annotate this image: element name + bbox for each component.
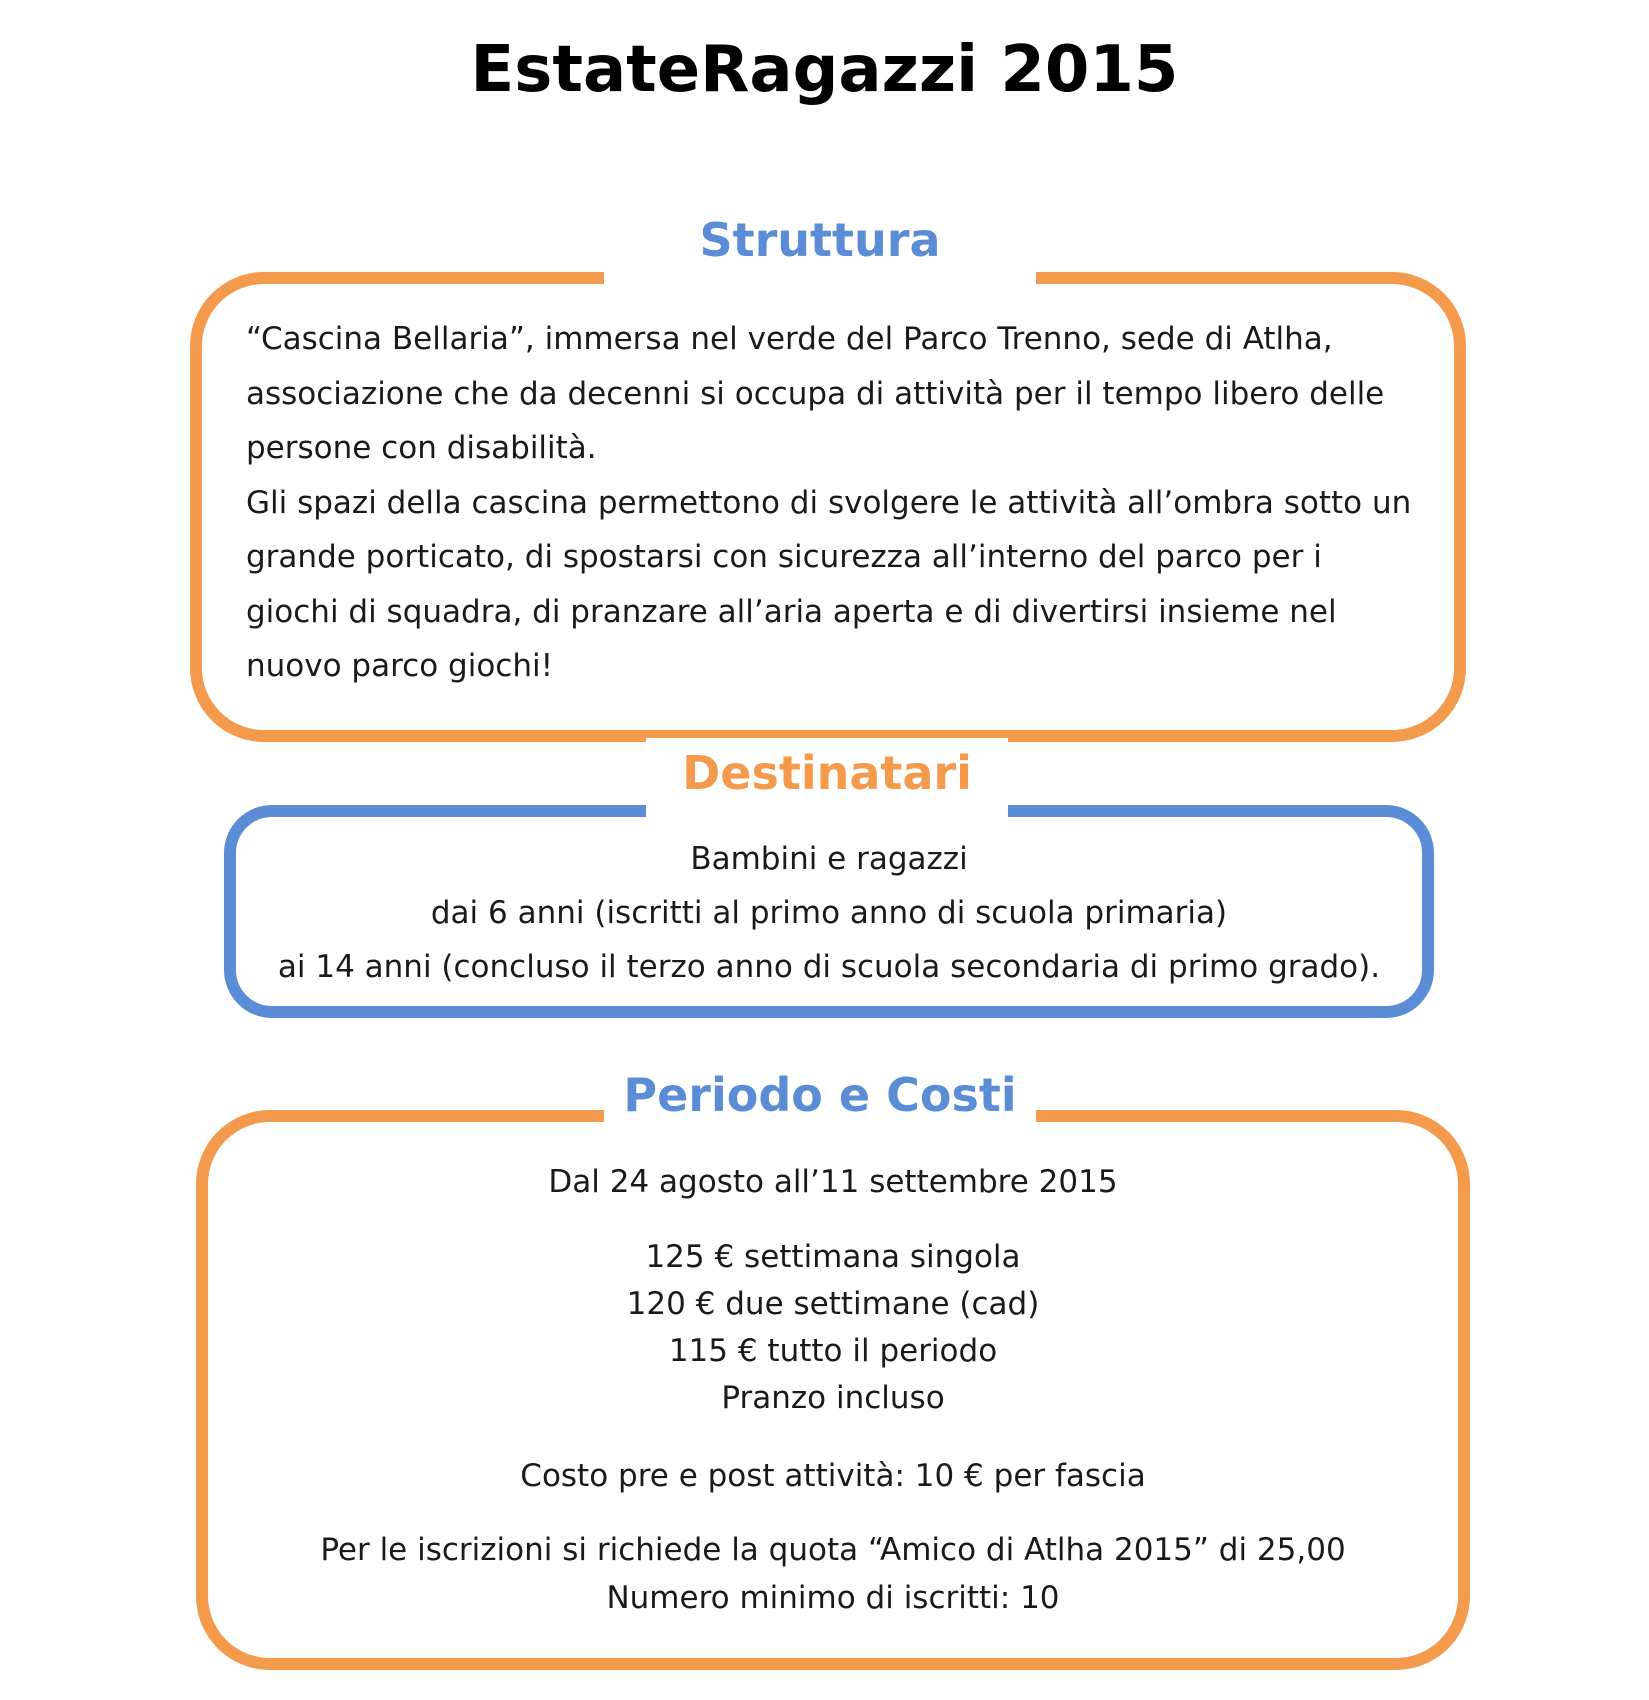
quota-info bbox=[196, 1526, 1470, 1622]
price-item: Pranzo incluso bbox=[721, 1380, 945, 1416]
destinatari-line: ai 14 anni (concluso il terzo anno di scuola secondaria di primo grado). bbox=[277, 949, 1381, 985]
page-title: EstateRagazzi 2015 bbox=[470, 33, 1179, 107]
extra-cost: Costo pre e post attività: 10 € per fascia bbox=[520, 1458, 1146, 1494]
destinatari-line: dai 6 anni (iscritti al primo anno di scuola primaria) bbox=[430, 895, 1228, 931]
destinatari-line: Bambini e ragazzi bbox=[690, 841, 968, 877]
periodo-heading: Periodo e Costi bbox=[604, 1060, 1036, 1140]
destinatari-heading: Destinatari bbox=[646, 738, 1008, 818]
struttura-paragraph-1: “Cascina Bellaria”, immersa nel verde del Parco Trenno, sede di Atlha, associazione che da decenni si occupa di attività per il tempo libero delle persone con disabilità. bbox=[246, 321, 1385, 466]
periodo-dates: Dal 24 agosto all’11 settembre 2015 bbox=[548, 1164, 1118, 1200]
price-item: 125 € settimana singola bbox=[645, 1239, 1021, 1275]
struttura-text bbox=[246, 312, 1416, 694]
destinatari-text bbox=[224, 832, 1434, 994]
price-list bbox=[196, 1234, 1470, 1422]
price-item: 115 € tutto il periodo bbox=[668, 1333, 998, 1369]
struttura-paragraph-2: Gli spazi della cascina permettono di svolgere le attività all’ombra sotto un grande porticato, di spostarsi con sicurezza all’interno del parco per i giochi di squadra, di pranzare all’aria aperta e di divertirsi insieme nel nuovo parco giochi! bbox=[246, 484, 1412, 684]
price-item: 120 € due settimane (cad) bbox=[626, 1286, 1040, 1322]
minimum-enrollment: Numero minimo di iscritti: 10 bbox=[606, 1580, 1060, 1616]
quota-text: Per le iscrizioni si richiede la quota “Amico di Atlha 2015” di 25,00 bbox=[320, 1532, 1346, 1568]
struttura-heading: Struttura bbox=[604, 205, 1036, 285]
